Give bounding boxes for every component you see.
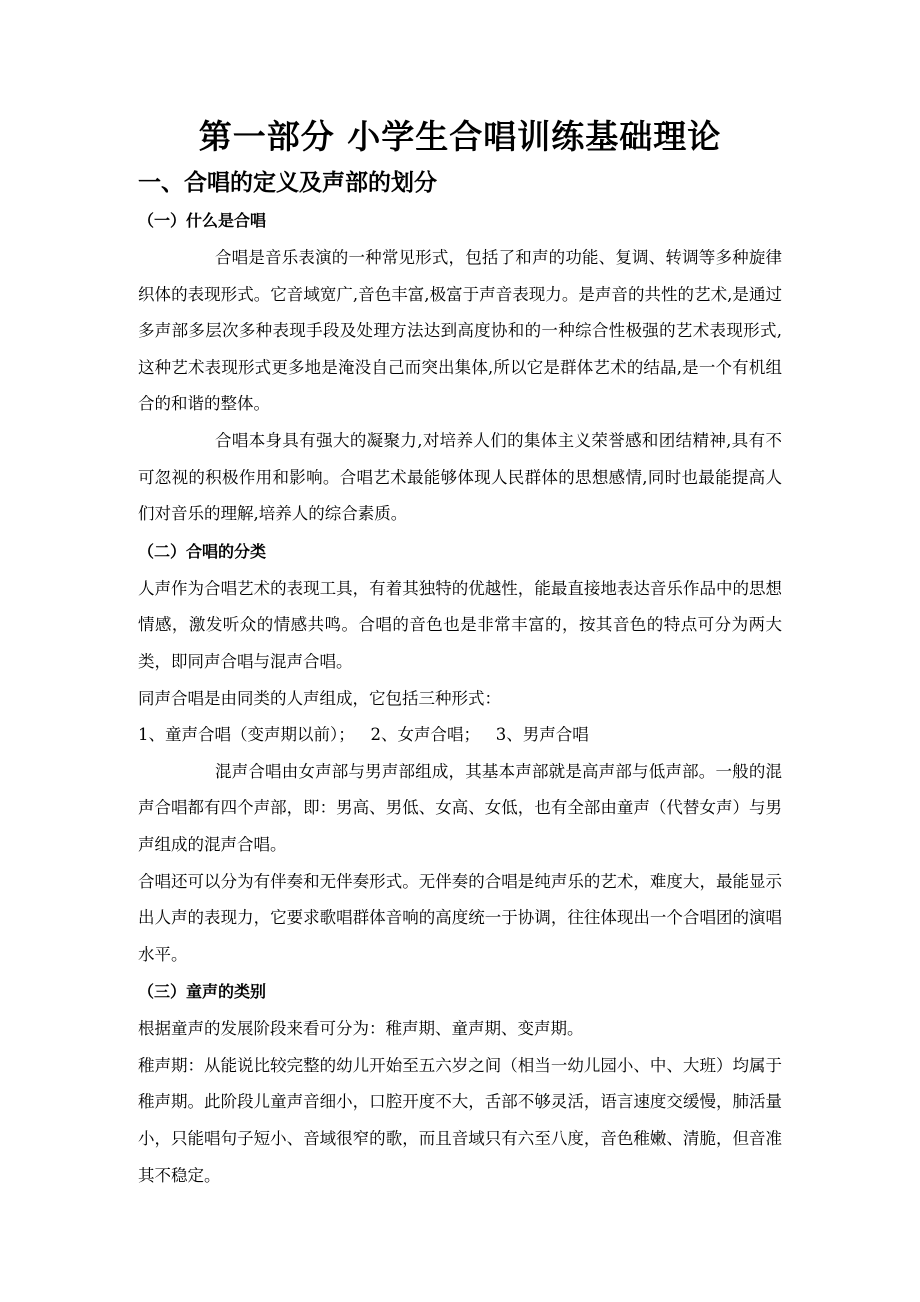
section-heading: 一、合唱的定义及声部的划分 [138, 169, 437, 196]
paragraph: 合唱是音乐表演的一种常见形式，包括了和声的功能、复调、转调等多种旋律织体的表现形式。它音域宽广,音色丰富,极富于声音表现力。是声音的共性的艺术,是通过多声部多层次多种表现手段及处理方法达到高度协和的一种综合性极强的艺术表现形式,这种艺术表现形式更多地是淹没自己而突出集体,所以它是群体艺术的结晶,是一个有机组合的和谐的整体。 [138, 248, 782, 414]
paragraph: 混声合唱由女声部与男声部组成，其基本声部就是高声部与低声部。一般的混声合唱都有四个声部，即：男高、男低、女高、女低，也有全部由童声（代替女声）与男声组成的混声合唱。 [138, 761, 782, 854]
subsection-heading-chorus-classification: （二）合唱的分类 [138, 541, 267, 561]
paragraph: 根据童声的发展阶段来看可分为：稚声期、童声期、变声期。 [138, 1019, 584, 1039]
paragraph: 合唱还可以分为有伴奏和无伴奏形式。无伴奏的合唱是纯声乐的艺术，难度大，最能显示出人声的表现力，它要求歌唱群体音响的高度统一于协调，往往体现出一个合唱团的演唱水平。 [138, 871, 782, 964]
paragraph: 合唱本身具有强大的凝聚力,对培养人们的集体主义荣誉感和团结精神,具有不可忽视的积极作用和影响。合唱艺术最能够体现人民群体的思想感情,同时也最能提高人们对音乐的理解,培养人的综合素质。 [138, 430, 782, 524]
subsection-heading-child-voice-types: （三）童声的类别 [138, 982, 267, 1002]
paragraph: 稚声期：从能说比较完整的幼儿开始至五六岁之间（相当一幼儿园小、中、大班）均属于稚声期。此阶段儿童声音细小，口腔开度不大，舌部不够灵活，语言速度交缓慢，肺活量小，只能唱句子短小、音域很窄的歌，而且音域只有六至八度，音色稚嫩、清脆，但音准其不稳定。 [138, 1055, 782, 1185]
paragraph: 1、童声合唱（变声期以前）； 2、女声合唱； 3、男声合唱 [138, 725, 589, 745]
document-title: 第一部分 小学生合唱训练基础理论 [198, 117, 722, 156]
subsection-heading-what-is-chorus: （一）什么是合唱 [138, 211, 267, 230]
paragraph: 人声作为合唱艺术的表现工具，有着其独特的优越性，能最直接地表达音乐作品中的思想情感，激发听众的情感共鸣。合唱的音色也是非常丰富的，按其音色的特点可分为两大类，即同声合唱与混声合唱。 [138, 578, 782, 671]
paragraph: 同声合唱是由同类的人声组成，它包括三种形式： [138, 688, 501, 708]
